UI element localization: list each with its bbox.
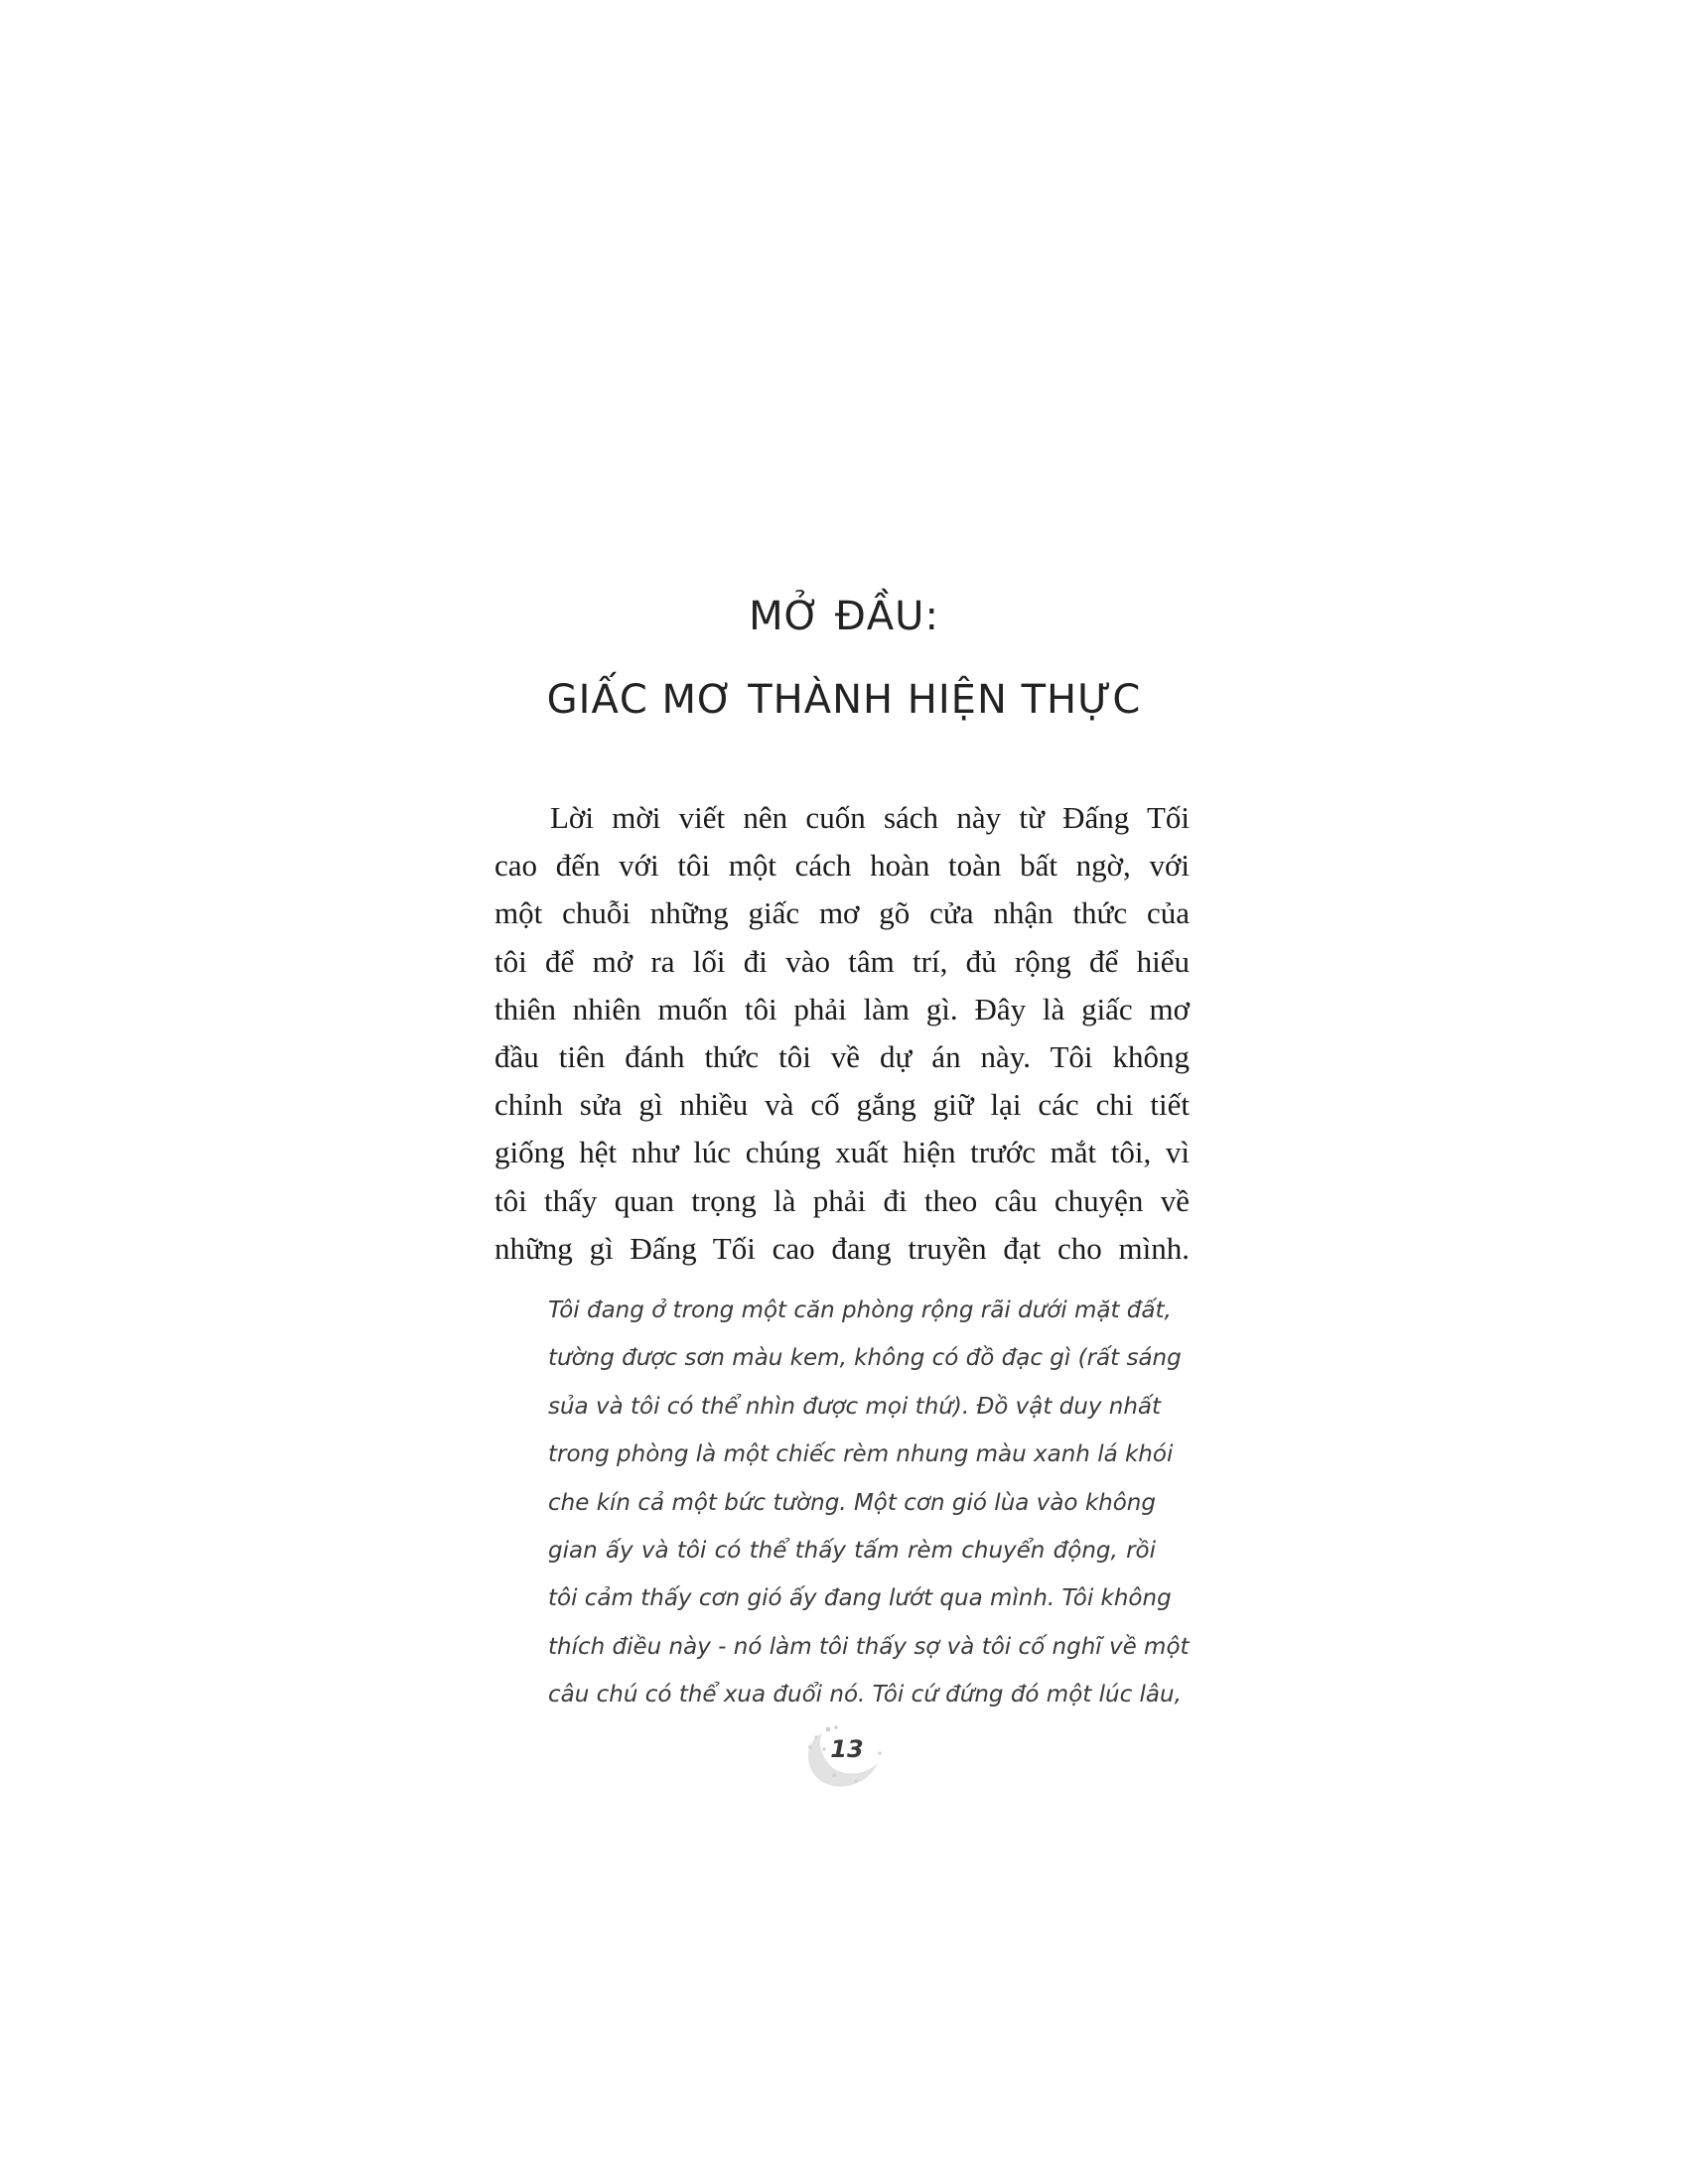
page-footer: [794, 1723, 894, 1793]
quote-line: thích điều này - nó làm tôi thấy sợ và tôi cố nghĩ về một: [548, 1633, 1190, 1660]
paragraph-line: cao đến với tôi một cách hoàn toàn bất ngờ, với: [494, 848, 1190, 884]
chapter-title: MỞ ĐẦU:: [749, 594, 939, 639]
paragraph-line: một chuỗi những giấc mơ gõ cửa nhận thức của: [494, 895, 1190, 931]
quote-line: câu chú có thể xua đuổi nó. Tôi cứ đứng đó một lúc lâu,: [548, 1682, 1182, 1708]
paragraph-line: đầu tiên đánh thức tôi về dự án này. Tôi không: [494, 1039, 1190, 1075]
quote-line: tường được sơn màu kem, không có đồ đạc gì (rất sáng: [548, 1345, 1182, 1372]
quote-line: che kín cả một bức tường. Một cơn gió lùa vào không: [548, 1489, 1156, 1516]
paragraph-line: chỉnh sửa gì nhiều và cố gắng giữ lại các chi tiết: [494, 1087, 1190, 1123]
paragraph-line: tôi thấy quan trọng là phải đi theo câu chuyện về: [494, 1182, 1190, 1218]
paragraph-line: thiên nhiên muốn tôi phải làm gì. Đây là giấc mơ: [494, 991, 1190, 1026]
quote-line: gian ấy và tôi có thể thấy tấm rèm chuyển động, rồi: [548, 1538, 1156, 1565]
paragraph-line: giống hệt như lúc chúng xuất hiện trước mắt tôi, vì: [494, 1135, 1190, 1170]
quote-line: tôi cảm thấy cơn gió ấy đang lướt qua mình. Tôi không: [548, 1585, 1172, 1612]
quote-line: Tôi đang ở trong một căn phòng rộng rãi dưới mặt đất,: [548, 1297, 1172, 1323]
quote-line: trong phòng là một chiếc rèm nhung màu xanh lá khói: [548, 1441, 1174, 1468]
paragraph-line: Lời mời viết nên cuốn sách này từ Đấng Tối: [550, 800, 1190, 835]
page-number: 13: [830, 1735, 864, 1763]
chapter-subtitle: GIẤC MƠ THÀNH HIỆN THỰC: [546, 677, 1142, 723]
dream-quote: [548, 1287, 1190, 1719]
paragraph-line: tôi để mở ra lối đi vào tâm trí, đủ rộng để hiểu: [494, 943, 1190, 979]
quote-line: sủa và tôi có thể nhìn được mọi thứ). Đồ vật duy nhất: [548, 1393, 1162, 1420]
intro-paragraph: [494, 794, 1190, 1273]
paragraph-line: những gì Đấng Tối cao đang truyền đạt cho mình.: [494, 1230, 1190, 1266]
